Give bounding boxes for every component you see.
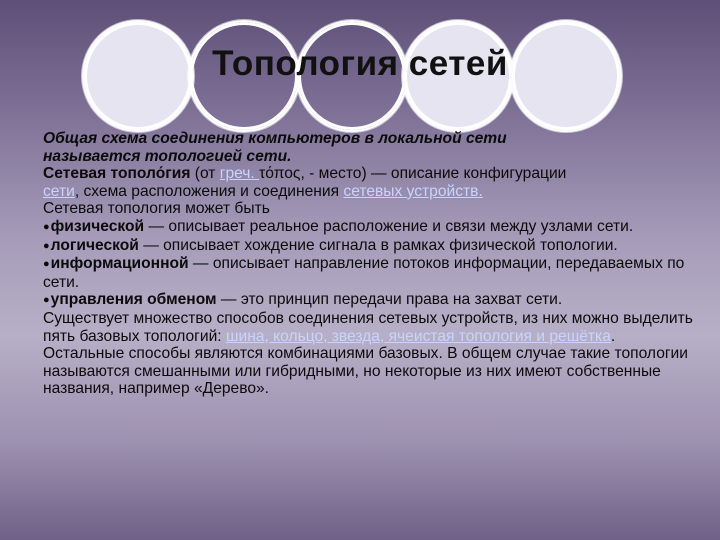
many-ways-text-b: . Остальные способы являются комбинациями базовых. В общем случае такие топологии называются смешанными или гибридными, но некоторые из них имеют собственные названия, например «Дерево». — [43, 327, 688, 398]
bullet-logical-term: логической — [50, 236, 139, 254]
bullet-logical-text: — описывает хождение сигнала в рамках физической топологии. — [138, 236, 618, 254]
bullet-exchange-control-text: — это принцип передачи права на захват сети. — [216, 291, 563, 309]
bullet-icon: ● — [43, 294, 50, 307]
bullet-icon: ● — [43, 239, 50, 252]
bullet-logical — [43, 237, 693, 256]
intro-paragraph — [43, 130, 693, 165]
slide-title: Топология сетей — [212, 44, 508, 83]
intro-line-2: называется топологией сети. — [43, 147, 292, 165]
bullet-exchange-control — [43, 291, 693, 310]
definition-term: Сетевая тополо́гия — [43, 165, 191, 183]
bullet-exchange-control-term: управления обменом — [50, 291, 217, 309]
definition-text-a: (от — [190, 165, 220, 183]
slide-body — [43, 130, 693, 398]
can-be-line: Сетевая топология может быть — [43, 200, 270, 218]
bullet-informational — [43, 255, 693, 291]
bullet-informational-text: — описывает направление потоков информации, передаваемых по сети. — [43, 255, 685, 291]
bullet-informational-term: информационной — [50, 255, 189, 273]
definition-text-c: , схема расположения и соединения — [74, 182, 344, 200]
definition-text-b: τόπος, - место) — описание конфигурации — [259, 165, 567, 183]
many-ways-paragraph — [43, 310, 693, 398]
bullet-icon: ● — [43, 220, 50, 233]
link-base-topologies[interactable]: шина, кольцо, звезда, ячеистая топология и решётка — [225, 327, 611, 345]
link-network-devices[interactable]: сетевых устройств. — [343, 182, 483, 200]
bullet-physical-text: — описывает реальное расположение и связи между узлами сети. — [144, 217, 634, 235]
bullet-icon: ● — [43, 258, 50, 271]
many-ways-text-a: Существует множество способов соединения сетевых устройств, из них можно выделить пять базовых топологий: — [43, 309, 693, 345]
bullet-physical-term: физической — [50, 217, 145, 235]
link-greek[interactable]: греч. — [219, 165, 260, 183]
intro-line-1: Общая схема соединения компьютеров в локальной сети — [43, 130, 507, 147]
bullet-physical — [43, 218, 693, 237]
definition-paragraph — [43, 165, 693, 200]
link-network[interactable]: сети — [43, 182, 75, 200]
